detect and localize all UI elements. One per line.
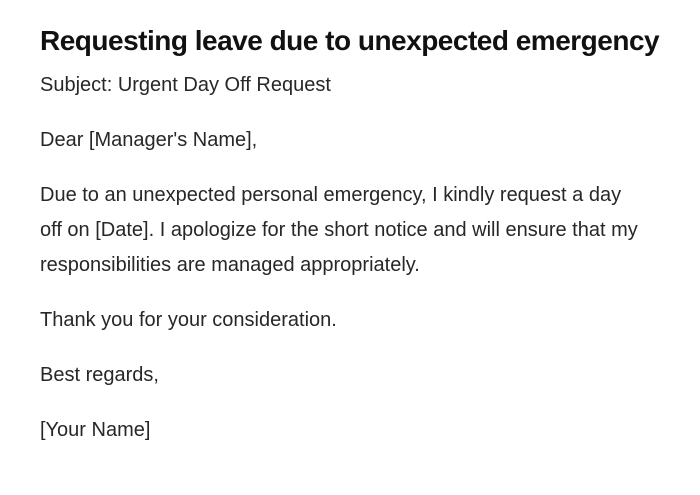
page-title: Requesting leave due to unexpected emergency [40,25,660,56]
sign-off-line: Best regards, [40,364,159,386]
signature-line: [Your Name] [40,419,151,441]
body-paragraph: Due to an unexpected personal emergency, I kindly request a day off on [Date]. I apologize for the short notice and will ensure that my responsibilities are managed appropriately. [40,184,638,276]
closing-thanks-line: Thank you for your consideration. [40,309,337,331]
salutation-line: Dear [Manager's Name], [40,129,258,151]
subject-line: Subject: Urgent Day Off Request [40,74,331,96]
